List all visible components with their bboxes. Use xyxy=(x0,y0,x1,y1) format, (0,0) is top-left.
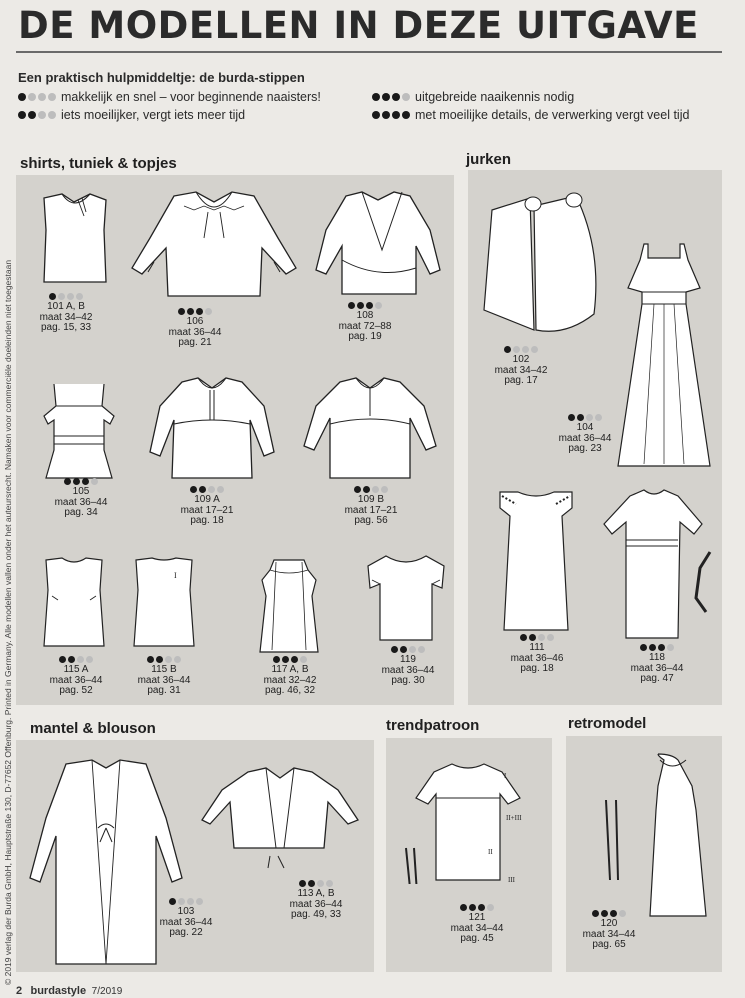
sketch-101 xyxy=(34,190,114,290)
difficulty-dot-filled xyxy=(196,308,203,315)
model-number: 120 xyxy=(600,918,618,929)
difficulty-dot-empty xyxy=(513,346,520,353)
difficulty-dot-filled xyxy=(354,486,361,493)
model-label-119 xyxy=(372,646,444,687)
model-size: maat 72–88 xyxy=(338,320,392,332)
model-number: 102 xyxy=(512,354,530,365)
model-size: maat 34–44 xyxy=(450,922,504,934)
difficulty-dot-filled xyxy=(357,302,364,309)
difficulty-dot-filled xyxy=(577,414,584,421)
model-size: maat 34–44 xyxy=(582,928,636,940)
issue-number: 7/2019 xyxy=(91,986,123,997)
model-page: pag. 18 xyxy=(190,515,224,526)
difficulty-dots xyxy=(550,414,620,421)
model-page: pag. 21 xyxy=(178,337,212,348)
difficulty-dots xyxy=(336,486,406,493)
difficulty-dots xyxy=(128,656,200,663)
sketch-118 xyxy=(600,488,722,640)
difficulty-dot-empty xyxy=(196,898,203,905)
difficulty-dots xyxy=(622,644,692,651)
difficulty-dot-filled xyxy=(400,646,407,653)
difficulty-dots xyxy=(278,880,354,887)
model-page: pag. 17 xyxy=(504,375,538,386)
sketch-111 xyxy=(494,486,578,636)
difficulty-dot-filled xyxy=(640,644,647,651)
difficulty-dot-empty xyxy=(165,656,172,663)
difficulty-dot-filled xyxy=(363,486,370,493)
legend-item-3 xyxy=(372,90,574,104)
difficulty-dot-filled xyxy=(282,656,289,663)
difficulty-dots xyxy=(486,346,556,353)
difficulty-dot-filled xyxy=(568,414,575,421)
sketch-117 xyxy=(252,556,326,656)
model-size: maat 36–44 xyxy=(558,432,612,444)
legend-text: iets moeilijker, vergt iets meer tijd xyxy=(61,108,246,122)
difficulty-dot-empty xyxy=(178,898,185,905)
difficulty-dot-filled xyxy=(73,478,80,485)
model-page: pag. 34 xyxy=(64,507,98,518)
model-label-104 xyxy=(550,414,620,455)
model-number: 109 B xyxy=(357,494,385,505)
difficulty-dots xyxy=(36,293,96,300)
difficulty-dot-filled xyxy=(372,93,380,101)
model-size: maat 36–44 xyxy=(381,664,435,676)
difficulty-dot-filled xyxy=(529,634,536,641)
difficulty-dot-filled xyxy=(187,308,194,315)
difficulty-dot-filled xyxy=(520,634,527,641)
difficulty-dot-empty xyxy=(76,293,83,300)
difficulty-dot-filled xyxy=(658,644,665,651)
difficulty-dots xyxy=(574,910,644,917)
model-page: pag. 47 xyxy=(640,673,674,684)
legend-item-1 xyxy=(18,90,321,104)
intro-heading: Een praktisch hulpmiddeltje: de burda-stippen xyxy=(18,70,305,85)
model-page: pag. 52 xyxy=(59,685,93,696)
difficulty-dot-empty xyxy=(375,302,382,309)
difficulty-dot-filled xyxy=(273,656,280,663)
difficulty-dot-empty xyxy=(538,634,545,641)
difficulty-dot-filled xyxy=(392,111,400,119)
difficulty-dots xyxy=(372,646,444,653)
model-label-101 xyxy=(36,293,96,334)
sketch-120 xyxy=(596,750,720,920)
model-number: 115 B xyxy=(151,664,177,675)
difficulty-dot-filled xyxy=(156,656,163,663)
difficulty-dot-filled xyxy=(49,293,56,300)
model-number: 106 xyxy=(186,316,204,327)
model-size: maat 34–42 xyxy=(39,311,93,323)
difficulty-dots xyxy=(372,93,410,101)
legend-item-4 xyxy=(372,108,689,122)
model-number: 105 xyxy=(72,486,90,497)
section-title-retro: retromodel xyxy=(568,715,647,732)
difficulty-dot-filled xyxy=(59,656,66,663)
difficulty-dot-filled xyxy=(18,93,26,101)
model-number: 101 A, B xyxy=(47,301,85,312)
model-size: maat 17–21 xyxy=(180,504,234,516)
legend-item-2 xyxy=(18,108,245,122)
difficulty-dot-filled xyxy=(348,302,355,309)
difficulty-dot-empty xyxy=(217,486,224,493)
model-number: 111 xyxy=(529,642,545,653)
svg-text:II: II xyxy=(488,848,493,856)
model-page: pag. 15, 33 xyxy=(40,322,92,333)
difficulty-dots xyxy=(160,308,230,315)
difficulty-dot-filled xyxy=(382,93,390,101)
difficulty-dots xyxy=(150,898,222,905)
model-size: maat 36–44 xyxy=(168,326,222,338)
difficulty-dots xyxy=(172,486,242,493)
difficulty-dot-filled xyxy=(28,111,36,119)
copyright-notice: © 2019 verlag der Burda GmbH, Hauptstraße 130, D-77652 Offenburg. Printed in Germany. Alle modellen vallen onder het auteursrecht. Namaken voor commerciële doeleinden niet toegestaan xyxy=(3,259,13,985)
model-number: 119 xyxy=(400,654,416,665)
sketch-121 xyxy=(396,758,544,884)
difficulty-dot-empty xyxy=(667,644,674,651)
difficulty-dot-empty xyxy=(418,646,425,653)
model-size: maat 36–46 xyxy=(510,652,564,664)
difficulty-dot-empty xyxy=(38,93,46,101)
difficulty-dot-filled xyxy=(82,478,89,485)
model-size: maat 34–42 xyxy=(494,364,548,376)
difficulty-dot-empty xyxy=(208,486,215,493)
difficulty-dot-empty xyxy=(372,486,379,493)
model-size: maat 32–42 xyxy=(263,674,317,686)
difficulty-dot-empty xyxy=(300,656,307,663)
model-page: pag. 18 xyxy=(520,663,554,674)
model-page: pag. 23 xyxy=(568,443,602,454)
model-label-120 xyxy=(574,910,644,951)
difficulty-dot-empty xyxy=(409,646,416,653)
title-rule xyxy=(16,51,722,53)
model-page: pag. 49, 33 xyxy=(290,909,342,920)
sketch-115b xyxy=(128,556,200,652)
difficulty-dot-filled xyxy=(649,644,656,651)
model-number: 113 A, B xyxy=(297,888,335,899)
difficulty-dot-empty xyxy=(531,346,538,353)
model-number: 108 xyxy=(356,310,374,321)
difficulty-dot-filled xyxy=(610,910,617,917)
difficulty-dot-empty xyxy=(326,880,333,887)
difficulty-dots xyxy=(40,656,112,663)
model-size: maat 36–44 xyxy=(630,662,684,674)
difficulty-dot-filled xyxy=(291,656,298,663)
difficulty-dot-empty xyxy=(522,346,529,353)
difficulty-dots xyxy=(502,634,572,641)
difficulty-dot-empty xyxy=(91,478,98,485)
difficulty-dot-empty xyxy=(67,293,74,300)
legend-text: met moeilijke details, de verwerking vergt veel tijd xyxy=(415,108,690,122)
sketch-109b xyxy=(300,376,442,486)
difficulty-dot-empty xyxy=(381,486,388,493)
model-number: 103 xyxy=(177,906,195,917)
sketch-104 xyxy=(614,240,714,472)
model-label-117 xyxy=(252,656,328,697)
model-label-115a xyxy=(40,656,112,697)
model-size: maat 17–21 xyxy=(344,504,398,516)
difficulty-dots xyxy=(252,656,328,663)
model-number: 117 A, B xyxy=(271,664,309,675)
difficulty-dot-filled xyxy=(190,486,197,493)
difficulty-dot-filled xyxy=(366,302,373,309)
difficulty-dot-empty xyxy=(187,898,194,905)
page-footer xyxy=(16,985,122,997)
section-title-trend: trendpatroon xyxy=(386,717,480,734)
model-page: pag. 46, 32 xyxy=(264,685,316,696)
difficulty-dot-filled xyxy=(402,111,410,119)
model-label-115b xyxy=(128,656,200,697)
section-title-jurken: jurken xyxy=(466,151,512,168)
difficulty-dots xyxy=(442,904,512,911)
difficulty-dot-empty xyxy=(28,93,36,101)
difficulty-dot-filled xyxy=(601,910,608,917)
difficulty-dot-empty xyxy=(174,656,181,663)
model-page: pag. 56 xyxy=(354,515,388,526)
difficulty-dot-filled xyxy=(18,111,26,119)
model-label-105 xyxy=(46,478,116,519)
page-number: 2 xyxy=(16,985,23,997)
difficulty-dot-empty xyxy=(402,93,410,101)
difficulty-dot-filled xyxy=(382,111,390,119)
difficulty-dots xyxy=(330,302,400,309)
difficulty-dots xyxy=(46,478,116,485)
model-label-103 xyxy=(150,898,222,939)
difficulty-dot-filled xyxy=(504,346,511,353)
difficulty-dot-empty xyxy=(317,880,324,887)
difficulty-dot-filled xyxy=(372,111,380,119)
model-size: maat 36–44 xyxy=(137,674,191,686)
sketch-106 xyxy=(124,188,304,304)
difficulty-dot-filled xyxy=(391,646,398,653)
brand-name: burdastyle xyxy=(30,985,87,997)
difficulty-dot-empty xyxy=(86,656,93,663)
difficulty-dot-filled xyxy=(68,656,75,663)
difficulty-dot-filled xyxy=(147,656,154,663)
section-title-shirts: shirts, tuniek & topjes xyxy=(20,155,177,172)
model-number: 118 xyxy=(649,652,665,663)
legend-text: uitgebreide naaikennis nodig xyxy=(415,90,575,104)
difficulty-dot-empty xyxy=(48,111,56,119)
model-page: pag. 31 xyxy=(147,685,181,696)
sketch-109a xyxy=(146,376,278,486)
sketch-119 xyxy=(364,550,448,646)
difficulty-dot-empty xyxy=(48,93,56,101)
svg-text:I: I xyxy=(174,571,177,580)
model-page: pag. 22 xyxy=(169,927,203,938)
model-size: maat 36–44 xyxy=(289,898,343,910)
difficulty-dot-filled xyxy=(169,898,176,905)
model-size: maat 36–44 xyxy=(54,496,108,508)
difficulty-dots xyxy=(372,111,410,119)
sketch-108 xyxy=(312,190,444,302)
legend-text: makkelijk en snel – voor beginnende naaisters! xyxy=(61,90,321,104)
model-page: pag. 45 xyxy=(460,933,494,944)
sketch-113 xyxy=(198,764,362,872)
section-title-mantel: mantel & blouson xyxy=(30,720,156,737)
model-size: maat 36–44 xyxy=(49,674,103,686)
difficulty-dot-filled xyxy=(478,904,485,911)
difficulty-dot-filled xyxy=(308,880,315,887)
model-label-118 xyxy=(622,644,692,685)
difficulty-dot-empty xyxy=(547,634,554,641)
model-label-111 xyxy=(502,634,572,675)
model-page: pag. 30 xyxy=(391,675,425,686)
svg-text:III: III xyxy=(508,876,515,884)
sketch-102 xyxy=(478,190,604,340)
difficulty-dots xyxy=(18,93,56,101)
sketch-105 xyxy=(38,380,120,484)
svg-text:II+III: II+III xyxy=(506,814,522,822)
difficulty-dots xyxy=(18,111,56,119)
model-number: 121 xyxy=(468,912,486,923)
difficulty-dot-empty xyxy=(77,656,84,663)
difficulty-dot-filled xyxy=(392,93,400,101)
difficulty-dot-empty xyxy=(586,414,593,421)
model-label-102 xyxy=(486,346,556,387)
difficulty-dot-empty xyxy=(205,308,212,315)
page-title: DE MODELLEN IN DEZE UITGAVE xyxy=(18,4,699,47)
difficulty-dot-empty xyxy=(595,414,602,421)
model-label-121 xyxy=(442,904,512,945)
model-page: pag. 19 xyxy=(348,331,382,342)
model-label-113 xyxy=(278,880,354,921)
difficulty-dot-empty xyxy=(58,293,65,300)
model-number: 109 A xyxy=(194,494,220,505)
difficulty-dot-filled xyxy=(64,478,71,485)
difficulty-dot-filled xyxy=(299,880,306,887)
difficulty-dot-filled xyxy=(460,904,467,911)
model-page: pag. 65 xyxy=(592,939,626,950)
svg-text:I: I xyxy=(504,772,507,780)
model-label-109b xyxy=(336,486,406,527)
model-label-108 xyxy=(330,302,400,343)
model-number: 115 A xyxy=(63,664,89,675)
model-size: maat 36–44 xyxy=(159,916,213,928)
sketch-115a xyxy=(38,556,110,652)
difficulty-dot-empty xyxy=(38,111,46,119)
model-label-109a xyxy=(172,486,242,527)
difficulty-dot-filled xyxy=(178,308,185,315)
model-label-106 xyxy=(160,308,230,349)
difficulty-dot-filled xyxy=(592,910,599,917)
difficulty-dot-empty xyxy=(619,910,626,917)
difficulty-dot-filled xyxy=(199,486,206,493)
model-number: 104 xyxy=(576,422,594,433)
difficulty-dot-filled xyxy=(469,904,476,911)
difficulty-dot-empty xyxy=(487,904,494,911)
